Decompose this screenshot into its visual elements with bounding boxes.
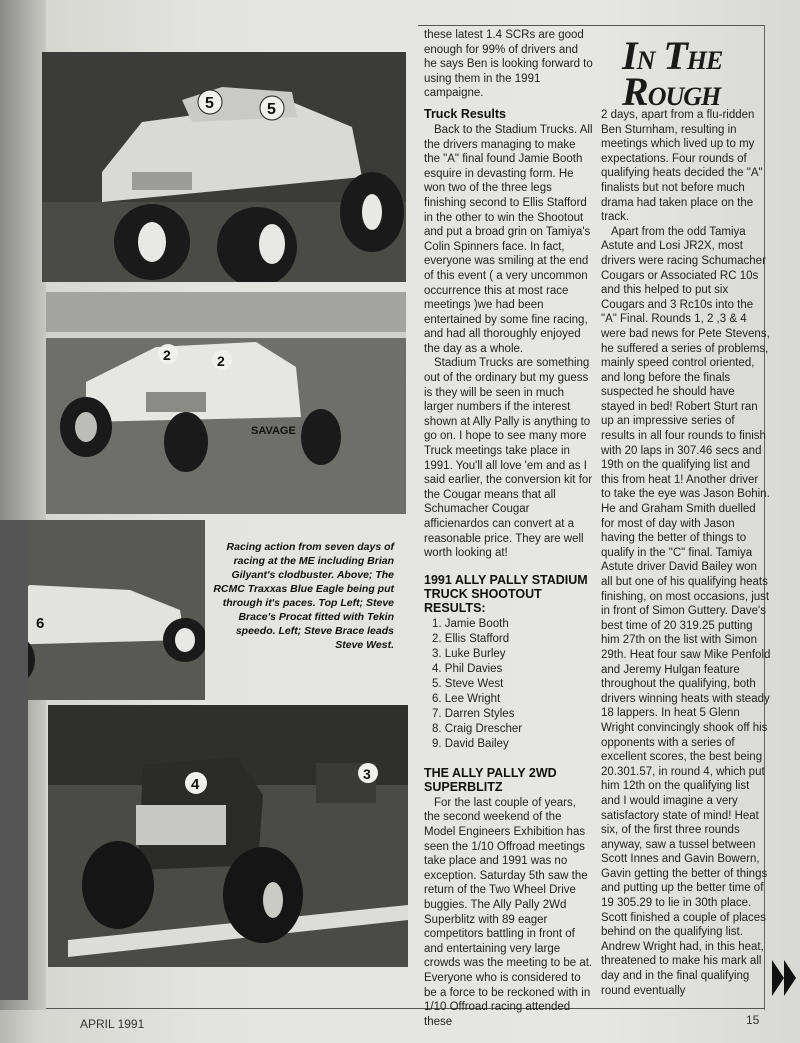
list-item: 4. Phil Davies <box>432 662 503 675</box>
footer-issue-date: APRIL 1991 <box>80 1017 145 1031</box>
paragraph-intro: these latest 1.4 SCRs are good enough for 99% of drivers and he says Ben is looking forward to using them in the 1991 campaigne. <box>424 29 593 100</box>
heading-line-1: IN THE <box>622 33 723 78</box>
article-column-right <box>601 108 771 998</box>
list-item: 8. Craig Drescher <box>432 722 523 735</box>
column-rule-top <box>418 25 764 26</box>
list-item: 7. Darren Styles <box>432 707 515 720</box>
paragraph-right-2: Apart from the odd Tamiya Astute and Losi JR2X, most drivers were racing Schumacher Cougars or Associated RC 10s and this helped to put six Cougars and 3 Rc10s into the "A" Final. Rounds 1, 2 ,3 & 4 were bad news for Pete Stevens, he suffered a series of problems, mainly speed control oriented, and long before the finals suspected he should have stayed in bed! Robert Sturt ran up an impressive series of results in all four rounds to finish with 20 laps in 307.46 secs and 19th on the qualifying list and this from heat 1! Another driver to take the eye was Jason Bohin. He and Graham Smith duelled for most of day with Jason having the better of things to qualify in the "C" final. Tamiya Astute driver David Bailey won all but one of his qualifying heats finishing, on most occasions, just in front of Simon Guttery. Dave's best time of 20 319.25 putting him 27th on the list with Simon 29th. Heat four saw Mike Penfold and Jeremy Hulgan feature throughout the qualifying, both drivers winning heats with steady 18 lappers. In heat 5 Glenn Wright convincingly shook off his opponents with a series of excellent scores, the best being 20.301.57, in round 4, which put him 12th on the qualifying list and I would imagine a very satisfactory state of mind! Heat six, of the first three rounds anyway, saw a tussel between Scott Innes and Gavin Bowern, Gavin getting the better of things and putting up the better time of 19 305.29 to lie in 30th place. Scott finished a couple of places behind on the qualifying list. Andrew Wright had, in this heat, threatened to make his mark all day and in the final qualifying round eventually <box>601 225 771 997</box>
footer-page-number: 15 <box>746 1013 760 1027</box>
list-item: 3. Luke Burley <box>432 647 506 660</box>
buggy-number: 6 <box>36 615 45 632</box>
double-right-arrow-icon <box>772 958 798 998</box>
paragraph-right-1: 2 days, apart from a flu-ridden Ben Sturnham, resulting in meetings which lived up to my expectations. Four rounds of qualifying heats decided the "A" finalists but not before much drama had taken place on the track. <box>601 109 763 224</box>
page-rule-bottom <box>46 1008 764 1009</box>
article-column-middle <box>424 28 594 1029</box>
results-list <box>424 617 594 752</box>
paragraph-truck-1: Back to the Stadium Trucks. All the drivers managing to make the "A" final found Jamie Booth esquire in devasting form. He won two of the three legs finishing second to Ellis Stafford in the other to win the Shootout and put a broad grin on Tamiya's Colin Spinners face. In fact, everyone was smiling at the end of this event ( a very uncommon occurrence this at most race meetings )we had been entertained by some fine racing, and had all thoroughly enjoyed the day as a whole. <box>424 123 593 355</box>
truck1-number-right: 5 <box>267 101 276 118</box>
truck2-number-left: 2 <box>163 347 171 363</box>
subheading-results: 1991 ALLY PALLY STADIUM TRUCK SHOOTOUT RESULTS: <box>424 572 588 615</box>
truck3-number: 3 <box>363 766 371 782</box>
photo-left-edge-strip <box>0 520 28 1000</box>
section-heading-in-the-rough <box>612 28 762 114</box>
list-item: 5. Steve West <box>432 677 504 690</box>
subheading-truck-results: Truck Results <box>424 106 506 121</box>
truck1-number-left: 5 <box>205 95 214 112</box>
photo-buggy <box>0 520 205 700</box>
photo-caption: Racing action from seven days of racing at the ME including Brian Gilyant's clodbuster. Above; The RCMC Traxxas Blue Eagle being put through it's paces. Top Left; Steve Brace's Procat fitted with Tekin speedo. Left; Steve Brace leads Steve West. <box>213 541 394 651</box>
list-item: 1. Jamie Booth <box>432 617 509 630</box>
truck2-number-right: 2 <box>217 353 225 369</box>
heading-line-2: ROUGH <box>622 69 721 114</box>
photo-white-pickup-truck <box>42 52 406 282</box>
paragraph-truck-2: Stadium Trucks are something out of the ordinary but my guess is they will be seen in much larger numbers if the interest shown at Ally Pally is anything to go on. I hope to see many more Truck meetings take place in 1991. You'll all love 'em and as I said earlier, the conversion kit for the Cougar means that all Schumacher Cougar afficienardos can convert at a reasonable price. They are well worth looking at! <box>424 357 593 560</box>
photo-savage-truck <box>46 292 406 514</box>
list-item: 9. David Bailey <box>432 737 509 750</box>
paragraph-superblitz-1: For the last couple of years, the second weekend of the Model Engineers Exhibition has seen the 1/10 Offroad meetings take place and 1991 was no exception. Saturday 5th saw the return of the Two Wheel Drive buggies. The Ally Pally 2Wd Superblitz with 89 eager competitors battling in front of and entertaining very large crowds was the meeting to be at. Everyone who is considered to be a force to be reckoned with in 1/10 Offroad racing attended these <box>424 796 593 1028</box>
photo-dark-monster-truck <box>48 705 408 967</box>
list-item: 6. Lee Wright <box>432 692 501 705</box>
truck2-brand: SAVAGE <box>251 425 296 437</box>
subheading-superblitz: THE ALLY PALLY 2WD SUPERBLITZ <box>424 765 557 794</box>
truck4-number: 4 <box>191 776 200 793</box>
list-item: 2. Ellis Stafford <box>432 632 510 645</box>
